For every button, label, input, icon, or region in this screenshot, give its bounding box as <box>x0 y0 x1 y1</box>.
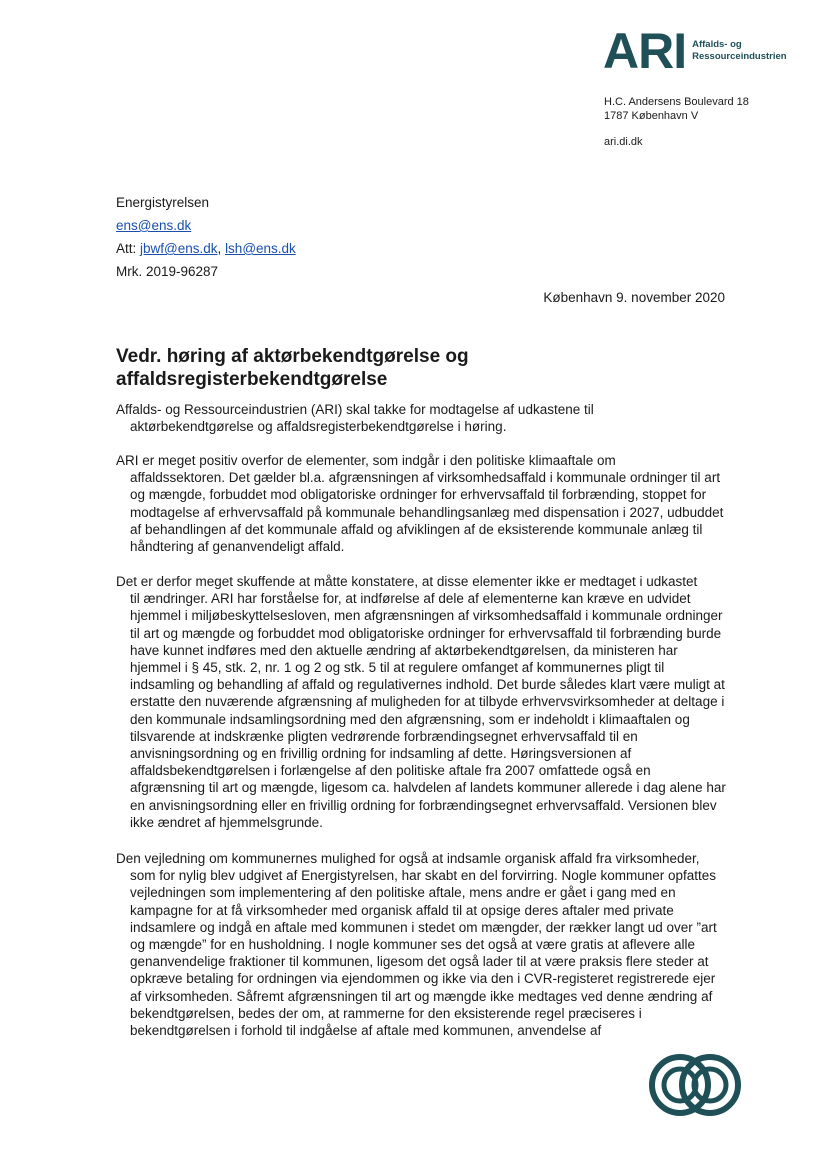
paragraph-2-first-line: ARI er meget positiv overfor de elementer, som indgår i den politiske klimaaftale om <box>116 453 616 468</box>
att-separator: , <box>217 241 222 256</box>
paragraph-2-body: affaldssektoren. Det gælder bl.a. afgrænsningen af virksomhedsaffald i kommunale ordninger til art og mængde, forbuddet mod obligatoriske ordninger for erhvervsaffald til forbrænding, stoppet for modtagelse af erhvervsaffald på kommunale behandlingsanlæg med dispensation i 2027, udbuddet af behandlingen af det kommunale affald og afviklingen af de eksisterende kommunale anlæg til håndtering af genanvendeligt affald. <box>130 470 724 555</box>
paragraph-4 <box>116 850 726 1039</box>
att-label: Att: <box>116 241 137 256</box>
recipient-email-link[interactable]: ens@ens.dk <box>116 218 192 233</box>
ari-emblem-icon <box>645 1040 745 1150</box>
logo-name-line1: Affalds- og <box>692 39 742 50</box>
letter-title: Vedr. høring af aktørbekendtgørelse og affaldsregisterbekendtgørelse <box>116 346 469 390</box>
ari-logo <box>603 23 787 79</box>
sender-address <box>604 95 749 123</box>
logo-mark: ARI <box>603 23 687 79</box>
letter-date: København 9. november 2020 <box>543 290 725 305</box>
logo-org-name <box>692 39 787 63</box>
logo-name-line2: Ressourceindustrien <box>692 51 787 62</box>
paragraph-4-first-line: Den vejledning om kommunernes mulighed for også at indsamle organisk affald fra virksomheder, <box>116 851 700 866</box>
recipient-org: Energistyrelsen <box>116 195 210 210</box>
recipient-att-line <box>116 237 296 260</box>
paragraph-3-first-line: Det er derfor meget skuffende at måtte konstatere, at disse elementer ikke er medtaget i udkastet <box>116 574 698 589</box>
reference-number: Mrk. 2019-96287 <box>116 264 219 279</box>
address-line2: 1787 København V <box>604 110 699 122</box>
att-email-link-1[interactable]: jbwf@ens.dk <box>140 241 218 256</box>
address-line1: H.C. Andersens Boulevard 18 <box>604 96 749 108</box>
paragraph-4-body: som for nylig blev udgivet af Energistyrelsen, har skabt en del forvirring. Nogle kommuner opfattes vejledningen som implementering af den politiske aftale, mens andre er gået i gang med en kampagne for at få virksomheder med organisk affald til at opsige deres aftaler med private indsamlere og indgå en aftale med kommunen i stedet om mængder, der rækker langt ud over ”art og mængde” for en husholdning. I nogle kommuner ses det også at være gratis at aflevere alle genanvendelige fraktioner til kommunen, ligesom det også lader til at være praksis flere steder at opkræve betaling for ordningen via ejendommen og ikke via den i CVR-registeret registrerede ejer af virksomheden. Såfremt afgrænsningen til art og mængde ikke medtages ved denne ændring af bekendtgørelsen, bedes der om, at rammerne for den eksisterende regel præciseres i bekendtgørelsen i forhold til indgåelse af aftale med kommunen, anvendelse af <box>130 868 717 1039</box>
paragraph-1-body: aktørbekendtgørelse og affaldsregisterbekendtgørelse i høring. <box>130 419 507 435</box>
paragraph-1-first-line: Affalds- og Ressourceindustrien (ARI) skal takke for modtagelse af udkastene til <box>116 402 594 417</box>
paragraph-3-body: til ændringer. ARI har forståelse for, at indførelse af dele af elementerne kan kræve en udvidet hjemmel i miljøbeskyttelsesloven, men afgrænsningen af virksomhedsaffald i kommunale ordninger til art og mængde og forbuddet mod obligatoriske ordninger for erhvervsaffald til forbrænding burde have kunnet indføres med den aktuelle ændring af aktørbekendtgørelsen, da ministeren har hjemmel i § 45, stk. 2, nr. 1 og 2 og stk. 5 til at regulere omfanget af kommunernes pligt til indsamling og behandling af affald og regulativernes indhold. Det burde således klart være muligt at erstatte den nuværende afgrænsning af muligheden for at tilbyde erhvervsvirksomheder at deltage i den kommunale indsamlingsordning med den afgrænsning, som er indeholdt i klimaaftalen og tilsvarende at indskrænke pligten vedrørende forbrændingsegnet erhvervsaffald til en anvisningsordning og en frivillig ordning for indsamling af dette. Høringsversionen af affaldsbekendtgørelsen i forlængelse af den politiske aftale fra 2007 omfattede også en afgrænsning til art og mængde, ligesom ca. halvdelen af landets kommuner allerede i dag alene har en anvisningsordning eller en frivillig ordning for forbrændingsegnet erhvervsaffald. Versionen blev ikke ændret af hjemmelsgrunde. <box>130 591 726 830</box>
paragraph-2 <box>116 452 726 555</box>
sender-website: ari.di.dk <box>604 136 643 148</box>
recipient-block <box>116 191 296 283</box>
paragraph-3 <box>116 573 726 831</box>
att-email-link-2[interactable]: lsh@ens.dk <box>225 241 296 256</box>
paragraph-1 <box>116 401 726 435</box>
